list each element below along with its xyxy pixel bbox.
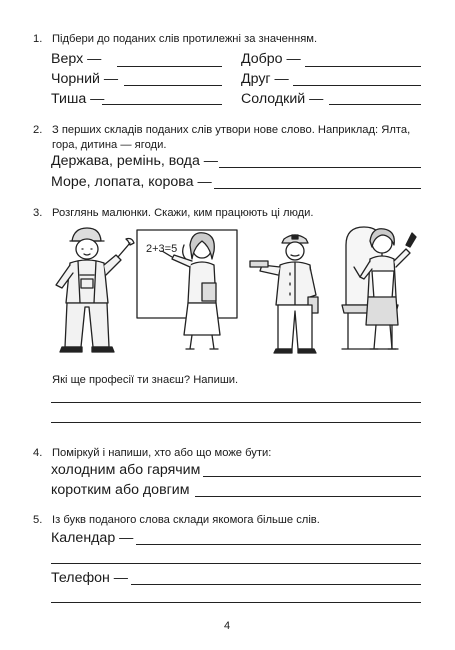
- task1-right-word-3: Солодкий —: [241, 91, 324, 107]
- task4-prompt-1: холодним або гарячим: [51, 462, 201, 478]
- task1-number: 1.: [33, 33, 43, 45]
- answer-line[interactable]: [203, 476, 421, 477]
- task1-left-word-1: Верх —: [51, 51, 102, 67]
- answer-line[interactable]: [329, 104, 421, 105]
- answer-line[interactable]: [136, 544, 421, 545]
- task5-instruction: Із букв поданого слова склади якомога більше слів.: [52, 514, 320, 526]
- mechanic-illustration: [40, 225, 140, 355]
- task1-left-word-3: Тиша —: [51, 91, 105, 107]
- answer-line[interactable]: [102, 104, 222, 105]
- task5-number: 5.: [33, 514, 43, 526]
- task3-instruction: Розглянь малюнки. Скажи, ким працюють ці люди.: [52, 207, 314, 219]
- task3-number: 3.: [33, 207, 43, 219]
- task4-instruction: Поміркуй і напиши, хто або що може бути:: [52, 447, 272, 459]
- page-number: 4: [224, 620, 231, 632]
- answer-line[interactable]: [51, 563, 421, 564]
- answer-line[interactable]: [117, 66, 222, 67]
- task4-number: 4.: [33, 447, 43, 459]
- task2-instruction-line2: гора, дитина — ягоди.: [52, 139, 167, 151]
- task2-number: 2.: [33, 124, 43, 136]
- pilot-illustration: [250, 225, 340, 355]
- task2-instruction: [52, 123, 424, 153]
- hairdresser-illustration: [338, 225, 418, 355]
- answer-line[interactable]: [51, 402, 421, 403]
- task1-left-word-2: Чорний —: [51, 71, 119, 87]
- answer-line[interactable]: [214, 188, 421, 189]
- task5-word-1: Календар —: [51, 530, 134, 546]
- answer-line[interactable]: [51, 422, 421, 423]
- board-text: 2+3=5: [146, 243, 178, 255]
- task2-prompt-2: Море, лопата, корова —: [51, 174, 212, 190]
- task1-right-word-2: Друг —: [241, 71, 289, 87]
- answer-line[interactable]: [124, 85, 222, 86]
- task2-prompt-1: Держава, ремінь, вода —: [51, 153, 218, 169]
- answer-line[interactable]: [131, 584, 421, 585]
- task2-instruction-line1: З перших складів поданих слів утвори нове слово. Наприклад: Ялта,: [52, 124, 411, 136]
- answer-line[interactable]: [195, 496, 421, 497]
- task1-instruction: Підбери до поданих слів протилежні за значенням.: [52, 33, 318, 45]
- task5-word-2: Телефон —: [51, 570, 128, 586]
- task1: [0, 32, 455, 47]
- teacher-illustration: [132, 225, 242, 355]
- answer-line[interactable]: [51, 602, 421, 603]
- task3-followup: Які ще професії ти знаєш? Напиши.: [52, 374, 239, 386]
- answer-line[interactable]: [219, 167, 421, 168]
- task1-right-word-1: Добро —: [241, 51, 301, 67]
- answer-line[interactable]: [305, 66, 421, 67]
- task4-prompt-2: коротким або довгим: [51, 482, 190, 498]
- answer-line[interactable]: [293, 85, 421, 86]
